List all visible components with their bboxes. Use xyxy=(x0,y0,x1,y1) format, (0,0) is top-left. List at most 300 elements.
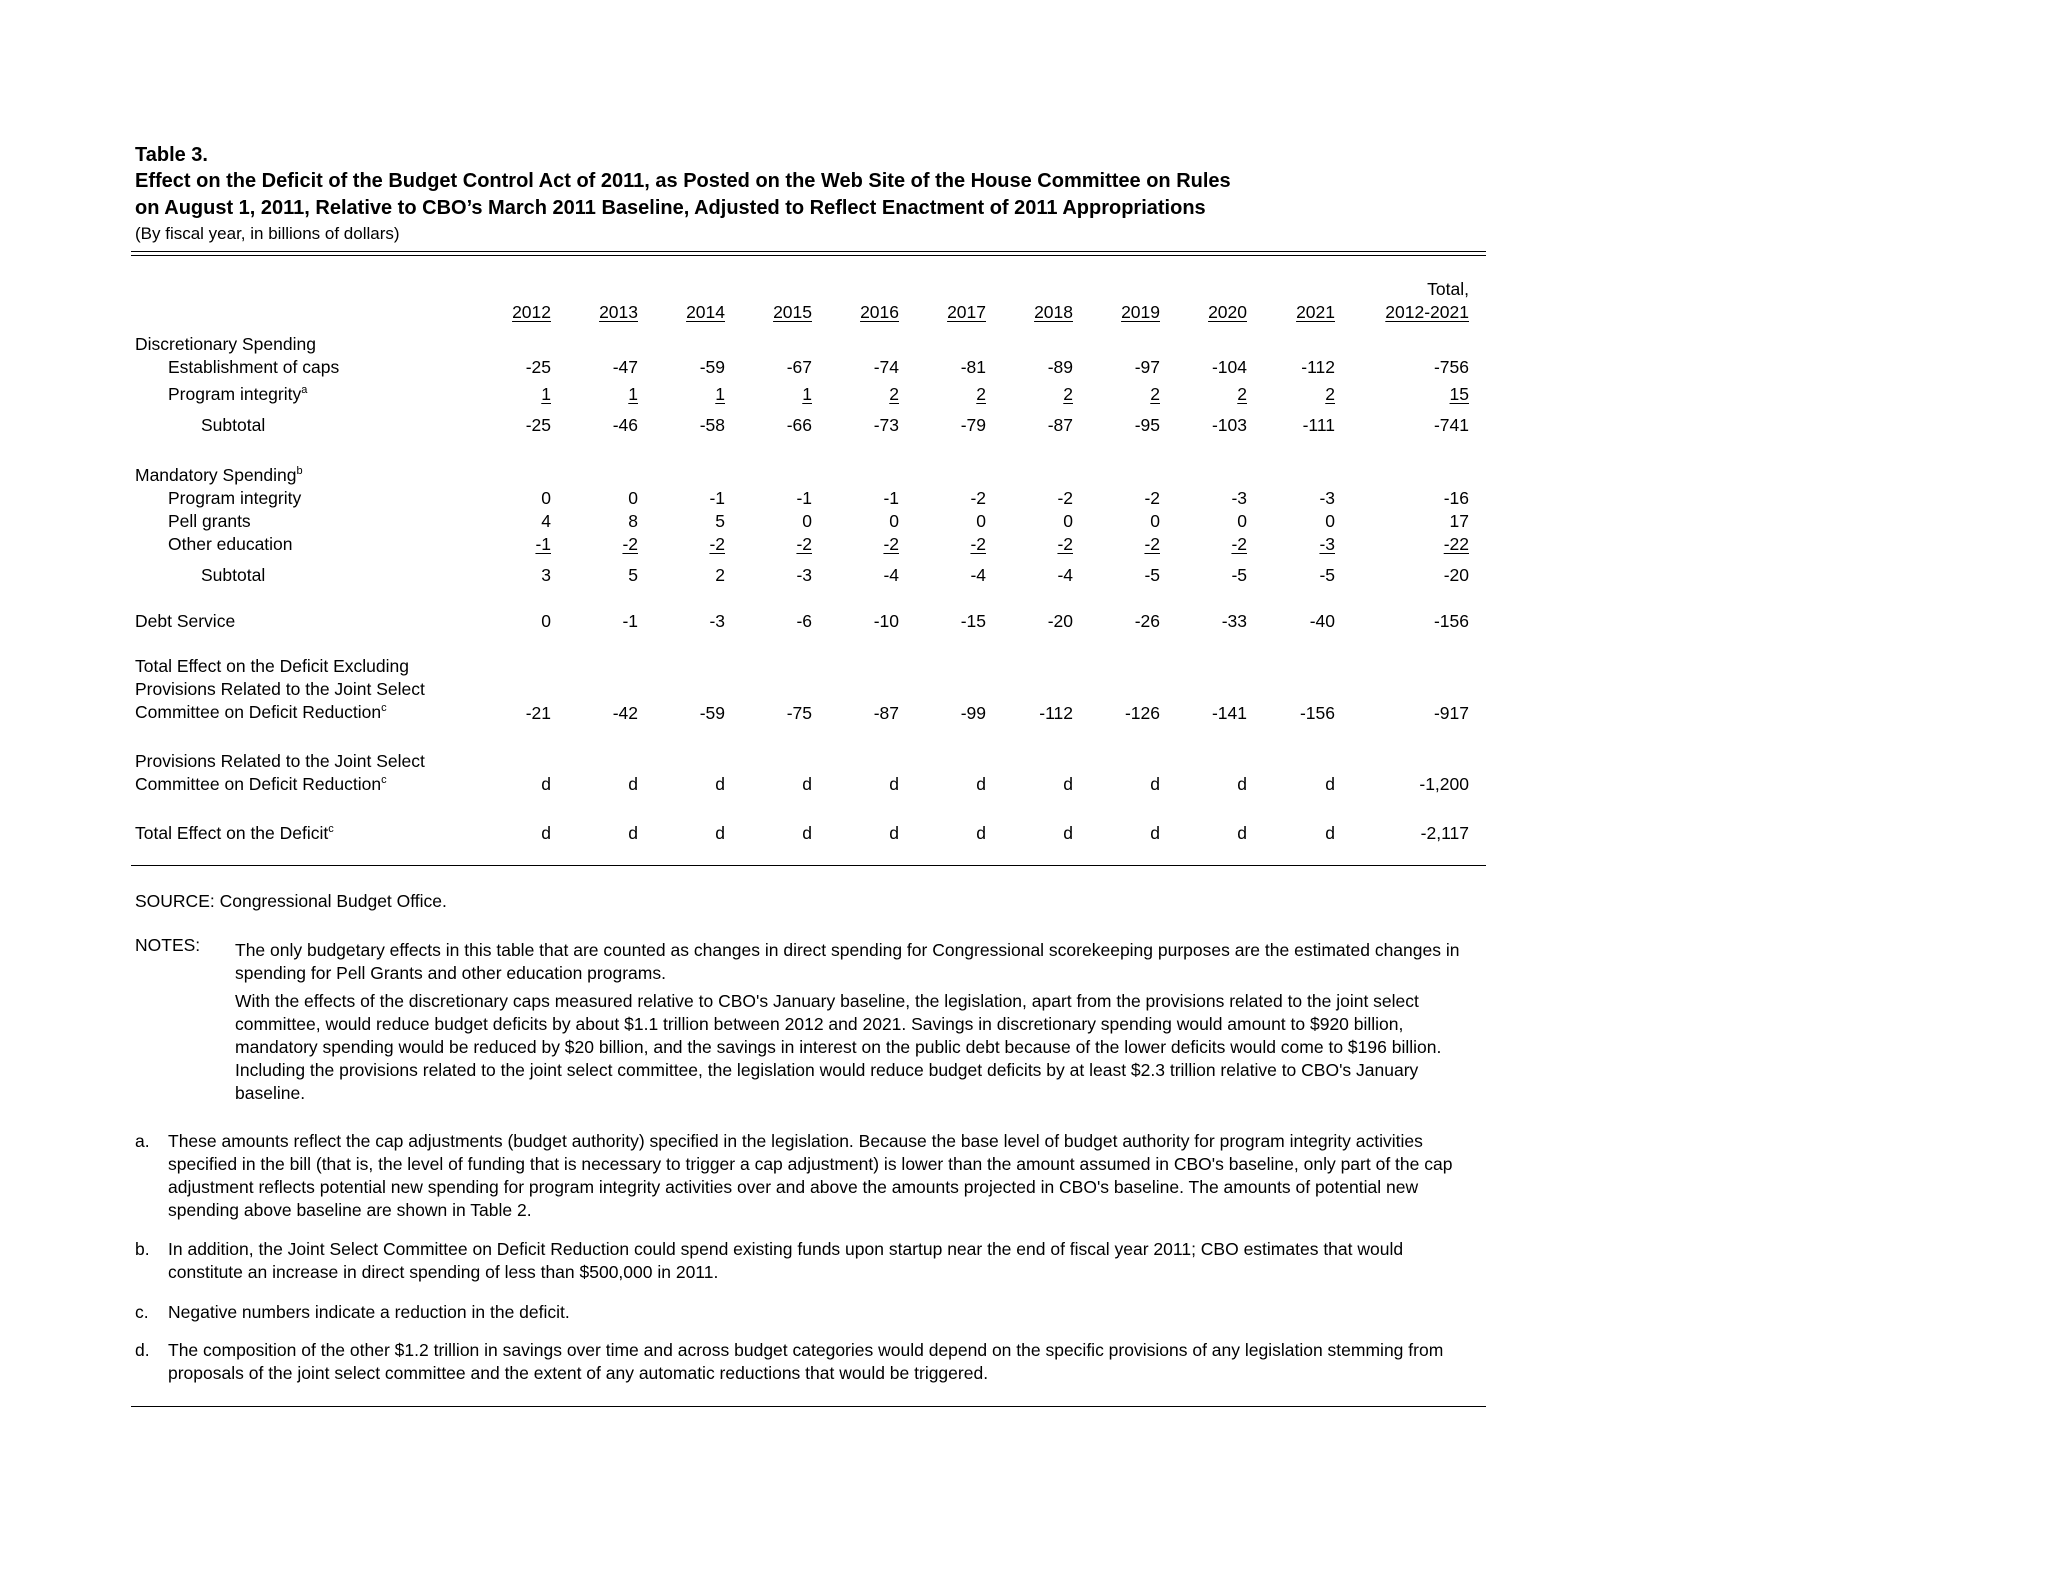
table-cell-value: -4 xyxy=(883,565,899,585)
table-cell xyxy=(993,773,1073,795)
table-cell xyxy=(645,487,725,509)
table-title-line-1: Effect on the Deficit of the Budget Control Act of 2011, as Posted on the Web Site of the House Committee on Rules xyxy=(135,170,1231,192)
table-cell-total xyxy=(1309,533,1469,555)
table-cell-value: 2 xyxy=(1063,384,1073,404)
table-cell xyxy=(732,383,812,405)
table-cell xyxy=(471,414,551,436)
table-cell xyxy=(1080,510,1160,532)
table-cell xyxy=(1167,487,1247,509)
table-cell-value: 0 xyxy=(1325,511,1335,531)
table-cell-value: -87 xyxy=(873,703,899,723)
table-cell-value: -73 xyxy=(873,415,899,435)
table-row-program-integrity-mandatory xyxy=(0,487,2048,509)
table-cell-value: 0 xyxy=(1150,511,1160,531)
table-cell-value: d xyxy=(1063,774,1073,794)
column-header-total-line-1: Total, xyxy=(1427,279,1469,299)
footnote-a-label: a. xyxy=(135,1131,150,1151)
table-cell xyxy=(471,487,551,509)
table-cell xyxy=(732,414,812,436)
footnote-ref-c: c xyxy=(381,774,387,786)
table-cell-value: -2 xyxy=(1144,534,1160,554)
table-cell-value: -3 xyxy=(709,611,725,631)
table-cell xyxy=(819,356,899,378)
table-cell xyxy=(993,610,1073,632)
table-cell-value: -81 xyxy=(960,357,986,377)
table-cell xyxy=(645,564,725,586)
table-cell-value: -2 xyxy=(1231,534,1247,554)
table-cell-value: -10 xyxy=(873,611,899,631)
table-cell xyxy=(906,702,986,724)
footnote-d-text: The composition of the other $1.2 trillion in savings over time and across budget categories would depend on the specific provisions of any legislation stemming from proposals of the joint select committee and the extent of any automatic reductions that would be triggered. xyxy=(168,1340,1444,1383)
table-cell xyxy=(645,356,725,378)
column-header-total-line-2: 2012-2021 xyxy=(1385,302,1469,322)
note-paragraph-1: The only budgetary effects in this table that are counted as changes in direct spending for Congressional scorekeeping purposes are the estimated changes in spending for Pell Grants and other education programs. xyxy=(235,940,1460,983)
table-cell xyxy=(906,414,986,436)
table-cell-value: -1 xyxy=(709,488,725,508)
table-cell-total xyxy=(1309,610,1469,632)
table-cell-total-value: 15 xyxy=(1449,384,1469,404)
table-cell-value: -2 xyxy=(1057,534,1073,554)
column-header-2013: 2013 xyxy=(599,302,638,322)
table-cell-value: 2 xyxy=(715,565,725,585)
table-cell xyxy=(1167,610,1247,632)
table-cell xyxy=(471,510,551,532)
table-cell-value: 0 xyxy=(541,611,551,631)
table-cell-total-value: -741 xyxy=(1433,415,1469,435)
table-cell xyxy=(1167,383,1247,405)
table-cell-value: -67 xyxy=(786,357,812,377)
row-label xyxy=(201,414,265,436)
table-cell-value: d xyxy=(802,774,812,794)
table-cell-value: d xyxy=(628,823,638,843)
table-cell-value: 0 xyxy=(628,488,638,508)
table-cell xyxy=(471,564,551,586)
table-cell-value: -20 xyxy=(1047,611,1073,631)
table-cell xyxy=(558,610,638,632)
column-header-2020: 2020 xyxy=(1208,302,1247,322)
table-cell-total xyxy=(1309,773,1469,795)
table-cell xyxy=(645,510,725,532)
table-cell-value: -47 xyxy=(612,357,638,377)
table-cell xyxy=(471,702,551,724)
table-row-other-education xyxy=(0,533,2048,555)
label-line-2: Provisions Related to the Joint Select xyxy=(135,679,425,699)
table-cell xyxy=(732,610,812,632)
table-cell-value: 1 xyxy=(628,384,638,404)
table-cell xyxy=(819,822,899,844)
table-cell-total xyxy=(1309,822,1469,844)
table-cell-value: d xyxy=(976,823,986,843)
table-cell xyxy=(993,510,1073,532)
table-cell xyxy=(1167,356,1247,378)
table-cell xyxy=(906,510,986,532)
table-cell xyxy=(558,510,638,532)
footnote-ref-c: c xyxy=(328,823,334,835)
top-rule-lower xyxy=(131,255,1486,256)
table-cell-value: 8 xyxy=(628,511,638,531)
table-cell xyxy=(732,487,812,509)
table-cell xyxy=(471,610,551,632)
table-cell-value: -46 xyxy=(612,415,638,435)
table-cell xyxy=(1167,414,1247,436)
table-row-program-integrity-discretionary xyxy=(0,383,2048,405)
table-cell-value: 2 xyxy=(1150,384,1160,404)
table-cell xyxy=(1080,487,1160,509)
table-cell-value: -112 xyxy=(1301,357,1335,377)
table-cell-value: -5 xyxy=(1319,565,1335,585)
table-cell-value: -33 xyxy=(1221,611,1247,631)
table-cell xyxy=(1167,510,1247,532)
table-cell xyxy=(732,564,812,586)
table-cell-total-value: -2,117 xyxy=(1420,823,1469,843)
table-cell xyxy=(819,487,899,509)
table-cell-value: -111 xyxy=(1302,415,1335,435)
row-label xyxy=(168,383,307,405)
table-cell-value: -3 xyxy=(796,565,812,585)
footnote-a-text: These amounts reflect the cap adjustments (budget authority) specified in the legislation. Because the base level of budget authority for program integrity activities specified in the bill (that is, the level of funding that is necessary to trigger a cap adjustment) is lower than the amount assumed in CBO's baseline, only part of the cap adjustment reflects potential new spending for program integrity activities over and above the amounts projected in CBO's baseline. The amounts of potential new spending above baseline are shown in Table 2. xyxy=(168,1131,1453,1220)
table-row-total-excluding-values xyxy=(0,702,2048,724)
table-cell-value: -112 xyxy=(1039,703,1073,723)
row-label xyxy=(168,356,339,378)
table-cell-value: 4 xyxy=(541,511,551,531)
table-cell-value: -2 xyxy=(1057,488,1073,508)
table-cell xyxy=(1080,822,1160,844)
table-cell xyxy=(471,383,551,405)
table-cell-value: -104 xyxy=(1211,357,1247,377)
table-cell-total-value: -756 xyxy=(1433,357,1469,377)
table-cell xyxy=(645,773,725,795)
table-cell-value: -40 xyxy=(1309,611,1335,631)
row-label xyxy=(168,510,251,532)
table-cell-value: -74 xyxy=(873,357,899,377)
table-cell xyxy=(732,822,812,844)
notes-label: NOTES: xyxy=(135,935,201,955)
table-cell xyxy=(1080,383,1160,405)
row-label-text: Program integrity xyxy=(168,488,302,508)
table-cell-value: d xyxy=(889,823,899,843)
label-line-1: Provisions Related to the Joint Select xyxy=(135,751,425,771)
table-cell xyxy=(558,487,638,509)
table-cell-total xyxy=(1309,564,1469,586)
table-cell-value: -97 xyxy=(1134,357,1160,377)
table-cell xyxy=(1080,702,1160,724)
table-cell-value: 2 xyxy=(1325,384,1335,404)
table-cell-value: -59 xyxy=(699,357,725,377)
table-cell-value: -2 xyxy=(970,534,986,554)
table-cell-value: -2 xyxy=(709,534,725,554)
note-paragraph-2: With the effects of the discretionary caps measured relative to CBO's January baseline, the legislation, apart from the provisions related to the joint select committee, would reduce budget deficits by about $1.1 trillion between 2012 and 2021. Savings in discretionary spending would amount to $920 billion, mandatory spending would be reduced by $20 billion, and the savings in interest on the public debt because of the lower deficits would come to $196 billion. Including the provisions related to the joint select committee, the legislation would reduce budget deficits by at least $2.3 trillion relative to CBO's January baseline. xyxy=(235,991,1442,1103)
table-cell-total-value: -917 xyxy=(1433,703,1469,723)
table-cell xyxy=(558,383,638,405)
row-label-text: Other education xyxy=(168,534,293,554)
table-cell-value: -2 xyxy=(1144,488,1160,508)
table-cell-value: d xyxy=(1237,823,1247,843)
table-cell-value: -89 xyxy=(1047,357,1073,377)
table-cell xyxy=(1167,702,1247,724)
table-cell xyxy=(1080,414,1160,436)
table-cell-value: -2 xyxy=(970,488,986,508)
table-cell-total xyxy=(1309,510,1469,532)
table-cell xyxy=(993,822,1073,844)
table-cell xyxy=(1167,773,1247,795)
table-cell-value: 3 xyxy=(541,565,551,585)
table-cell xyxy=(819,773,899,795)
table-cell-value: -1 xyxy=(622,611,638,631)
table-cell xyxy=(558,533,638,555)
table-cell xyxy=(732,773,812,795)
table-cell xyxy=(906,383,986,405)
table-cell-value: -2 xyxy=(796,534,812,554)
table-cell xyxy=(993,383,1073,405)
table-cell xyxy=(471,822,551,844)
table-cell-value: d xyxy=(628,774,638,794)
table-cell-value: 0 xyxy=(889,511,899,531)
table-cell-value: 5 xyxy=(715,511,725,531)
table-cell-value: 2 xyxy=(1237,384,1247,404)
table-cell xyxy=(906,487,986,509)
table-cell xyxy=(819,383,899,405)
table-cell-value: -6 xyxy=(796,611,812,631)
table-cell xyxy=(558,564,638,586)
label-line-2-text: Committee on Deficit Reduction xyxy=(135,774,382,794)
table-cell-value: -1 xyxy=(883,488,899,508)
footnote-ref-c: c xyxy=(381,702,387,714)
row-label xyxy=(168,533,293,555)
table-cell xyxy=(645,383,725,405)
table-cell xyxy=(993,356,1073,378)
table-cell-value: -4 xyxy=(970,565,986,585)
table-cell-value: -42 xyxy=(612,703,638,723)
table-label: Table 3. xyxy=(135,144,208,166)
table-cell-value: -2 xyxy=(883,534,899,554)
footnote-d-label: d. xyxy=(135,1340,150,1360)
column-header-2018: 2018 xyxy=(1034,302,1073,322)
table-cell xyxy=(645,610,725,632)
table-cell-value: -75 xyxy=(786,703,812,723)
row-label xyxy=(168,487,301,509)
table-cell-value: -87 xyxy=(1047,415,1073,435)
table-cell xyxy=(1167,564,1247,586)
table-cell xyxy=(732,702,812,724)
table-cell-value: d xyxy=(541,774,551,794)
table-cell xyxy=(558,822,638,844)
table-cell-value: 0 xyxy=(1237,511,1247,531)
source-line: SOURCE: Congressional Budget Office. xyxy=(135,891,447,911)
table-row-mandatory-subtotal xyxy=(0,564,2048,586)
table-cell xyxy=(819,533,899,555)
table-cell xyxy=(819,564,899,586)
table-subtitle: (By fiscal year, in billions of dollars) xyxy=(135,224,400,243)
table-cell xyxy=(906,773,986,795)
row-label-text: Subtotal xyxy=(201,415,266,435)
table-row-joint-select-values xyxy=(0,773,2048,795)
table-cell-value: -126 xyxy=(1124,703,1160,723)
table-row-discretionary-heading xyxy=(0,333,2048,355)
table-cell-value: 1 xyxy=(802,384,812,404)
table-cell-total-value: -20 xyxy=(1443,565,1469,585)
table-cell-total-value: -156 xyxy=(1433,611,1469,631)
table-cell-value: d xyxy=(1325,823,1335,843)
top-rule-upper xyxy=(131,251,1486,252)
row-label: Discretionary Spending xyxy=(135,334,316,354)
label-line-1: Total Effect on the Deficit Excluding xyxy=(135,656,409,676)
table-cell-total-value: -22 xyxy=(1443,534,1469,554)
table-row-mandatory-heading xyxy=(0,464,2048,486)
table-row-establishment-of-caps xyxy=(0,356,2048,378)
footnote-ref-a: a xyxy=(301,384,308,396)
table-cell xyxy=(645,822,725,844)
row-label xyxy=(135,610,235,632)
table-cell xyxy=(558,356,638,378)
table-cell-value: 0 xyxy=(1063,511,1073,531)
table-cell xyxy=(819,702,899,724)
table-cell xyxy=(471,533,551,555)
table-cell-total-value: -1,200 xyxy=(1419,774,1469,794)
table-cell xyxy=(732,510,812,532)
table-title-line-2: on August 1, 2011, Relative to CBO’s March 2011 Baseline, Adjusted to Reflect Enactment of 2011 Appropriations xyxy=(135,197,1206,219)
table-cell-value: -1 xyxy=(796,488,812,508)
table-cell-value: -25 xyxy=(525,357,551,377)
table-cell-value: 2 xyxy=(889,384,899,404)
table-cell-value: -66 xyxy=(786,415,812,435)
table-cell-total xyxy=(1309,383,1469,405)
table-cell-value: d xyxy=(1325,774,1335,794)
table-cell xyxy=(1080,773,1160,795)
table-bottom-rule xyxy=(131,865,1486,866)
row-label xyxy=(201,564,265,586)
table-cell xyxy=(732,533,812,555)
table-row-debt-service xyxy=(0,610,2048,632)
table-row-pell-grants xyxy=(0,510,2048,532)
table-cell xyxy=(993,564,1073,586)
table-cell-value: d xyxy=(802,823,812,843)
row-label-text: Establishment of caps xyxy=(168,357,340,377)
footnote-c-label: c. xyxy=(135,1302,149,1322)
mandatory-heading-text: Mandatory Spending xyxy=(135,465,297,485)
table-cell-total xyxy=(1309,414,1469,436)
table-cell-total xyxy=(1309,356,1469,378)
table-cell xyxy=(1167,533,1247,555)
column-header-2012: 2012 xyxy=(512,302,551,322)
table-cell xyxy=(1080,356,1160,378)
table-cell xyxy=(819,414,899,436)
table-cell-value: -1 xyxy=(535,534,551,554)
table-cell-total xyxy=(1309,487,1469,509)
column-header-2015: 2015 xyxy=(773,302,812,322)
column-header-2021: 2021 xyxy=(1296,302,1335,322)
table-cell-value: -59 xyxy=(699,703,725,723)
table-cell xyxy=(1080,610,1160,632)
table-cell-value: d xyxy=(976,774,986,794)
table-cell-value: -156 xyxy=(1299,703,1335,723)
table-cell xyxy=(819,510,899,532)
table-cell-value: -3 xyxy=(1231,488,1247,508)
table-cell xyxy=(471,773,551,795)
table-header xyxy=(135,142,1475,245)
table-cell-value: -3 xyxy=(1319,488,1335,508)
table-cell xyxy=(906,564,986,586)
row-label-text: Pell grants xyxy=(168,511,251,531)
row-label xyxy=(135,464,303,486)
table-cell xyxy=(558,773,638,795)
table-cell xyxy=(645,533,725,555)
table-cell-value: d xyxy=(1063,823,1073,843)
column-header-2014: 2014 xyxy=(686,302,725,322)
row-label-text: Program integrity xyxy=(168,384,302,404)
table-cell-value: -21 xyxy=(525,703,551,723)
table-cell xyxy=(993,702,1073,724)
table-cell xyxy=(906,610,986,632)
table-cell-value: -58 xyxy=(699,415,725,435)
table-cell-value: d xyxy=(715,774,725,794)
table-cell xyxy=(732,356,812,378)
table-cell xyxy=(906,822,986,844)
table-cell xyxy=(1080,533,1160,555)
table-cell-value: -5 xyxy=(1144,565,1160,585)
table-cell-value: -4 xyxy=(1057,565,1073,585)
row-label-text: Subtotal xyxy=(201,565,266,585)
table-cell-value: d xyxy=(1150,823,1160,843)
total-effect-label-text: Total Effect on the Deficit xyxy=(135,823,329,843)
page-bottom-rule xyxy=(131,1406,1486,1407)
label-line-3-text: Committee on Deficit Reduction xyxy=(135,702,382,722)
table-cell-value: 0 xyxy=(976,511,986,531)
table-cell-value: 5 xyxy=(628,565,638,585)
table-cell-value: -99 xyxy=(960,703,986,723)
table-cell-value: 0 xyxy=(541,488,551,508)
table-cell-value: -3 xyxy=(1319,534,1335,554)
footnote-b-label: b. xyxy=(135,1239,150,1259)
table-cell-value: d xyxy=(1237,774,1247,794)
table-cell-value: -141 xyxy=(1211,703,1247,723)
table-cell xyxy=(1080,564,1160,586)
row-label-text: Debt Service xyxy=(135,611,236,631)
table-cell xyxy=(558,414,638,436)
table-cell xyxy=(993,533,1073,555)
table-cell-total-value: -16 xyxy=(1443,488,1469,508)
table-cell xyxy=(1167,822,1247,844)
table-cell xyxy=(819,610,899,632)
table-cell-value: -95 xyxy=(1134,415,1160,435)
table-cell-value: -15 xyxy=(960,611,986,631)
table-cell-value: -79 xyxy=(960,415,986,435)
footnote-ref-b: b xyxy=(296,465,303,477)
table-cell-value: 1 xyxy=(715,384,725,404)
table-cell xyxy=(471,356,551,378)
footnote-c-text: Negative numbers indicate a reduction in the deficit. xyxy=(168,1302,570,1322)
table-cell-value: d xyxy=(1150,774,1160,794)
column-header-2017: 2017 xyxy=(947,302,986,322)
table-cell-value: 1 xyxy=(541,384,551,404)
table-cell-value: d xyxy=(715,823,725,843)
table-cell-value: -5 xyxy=(1231,565,1247,585)
table-cell-value: 2 xyxy=(976,384,986,404)
table-cell-total xyxy=(1309,702,1469,724)
table-cell xyxy=(906,533,986,555)
table-cell-value: -25 xyxy=(525,415,551,435)
footnote-b-text: In addition, the Joint Select Committee on Deficit Reduction could spend existing funds upon startup near the end of fiscal year 2011; CBO estimates that would constitute an increase in direct spending of less than $500,000 in 2011. xyxy=(168,1239,1404,1282)
table-cell-value: 0 xyxy=(802,511,812,531)
table-cell xyxy=(645,702,725,724)
table-cell xyxy=(993,414,1073,436)
table-cell-value: -2 xyxy=(622,534,638,554)
table-cell xyxy=(558,702,638,724)
table-cell-total-value: 17 xyxy=(1449,511,1469,531)
table-row-total-effect-values xyxy=(0,822,2048,844)
table-cell-value: d xyxy=(541,823,551,843)
table-cell-value: d xyxy=(889,774,899,794)
column-header-2016: 2016 xyxy=(860,302,899,322)
